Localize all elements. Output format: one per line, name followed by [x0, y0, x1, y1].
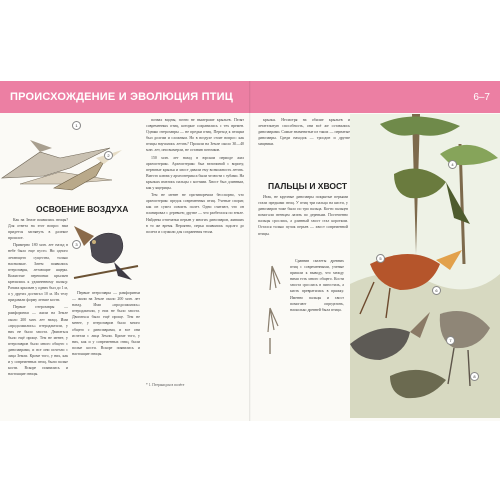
- paragraph: почвах видны, почти не вымершие крыльев. Пелят современных птиц, которые сохранились с тех времен. Однако птерозавры — не предки птиц. Переход к птицам был долгим и сложным. Но в воздухе стоит вопрос: как птицы научились летать? Прошли на Земле около 30—40 млн. лет, они вымерли, не оставив потомков.: [146, 118, 244, 153]
- paragraph: крылья. Несмотря на обилие крыльев и летательную способность, они всё же оставались динозаврами. Самые знаменитые из таких — пернатые динозавры. Среди находок — троодон и другие хищники.: [258, 118, 350, 147]
- paragraph: Как на Земле появились птицы? Для ответа на этот вопрос нам придется заглянуть в далекое прошлое.: [8, 218, 68, 241]
- figure-label-8: 8: [470, 372, 479, 381]
- page-gutter: [249, 81, 251, 421]
- figure-label-5: 5: [376, 254, 385, 263]
- paragraph: 150 млн. лет назад в юрском периоде жил археоптерикс. Археоптерикс был величиной с ворону, пернатые крылья и хвост давали ему возможность летать. Вместо клюва у археоптерикса были челюсти с зубами. На крыльях имелись пальцы с когтями. Хвост был длинным, как у ящерицы.: [146, 155, 244, 191]
- finger-skeleton-diagram: [256, 262, 288, 358]
- section-heading-fingers: ПАЛЬЦЫ И ХВОСТ: [268, 181, 348, 191]
- figure-label-7: 7: [446, 336, 455, 345]
- figure-label-3: 3: [72, 240, 81, 249]
- paragraph: Первые птерозавры — рамфоринхи — жили на Земле около 200 млн. лет назад. Ими «продолжились» птеродактили, у них не было хвоста. Двигаться было ещё проще. Тем не менее, у птерозавров было много общего с динозаврами, и все они исчезли с лица Земли. Кроме того, у них, как и у современных птиц, были полые кости. Вскоре появились и настоящие птицы.: [72, 291, 140, 356]
- text-column-1: [8, 217, 68, 413]
- figure-label-1: 1: [72, 121, 81, 130]
- section-heading-flight: ОСВОЕНИЕ ВОЗДУХА: [36, 204, 129, 214]
- text-column-1b: [72, 290, 140, 412]
- paragraph: Итак, не крупные динозавры покрытые перьями стали предками птиц. У птиц три пальца на кисти, у динозавров тоже было по три пальца. Когти пальцев помогали птенцам лазать по деревьям. Постепенно пальцы срослись, а длинный хвост стал коротким. Остался только пучок перьев — хвост современной птицы.: [258, 195, 348, 236]
- figure-label-6: 6: [432, 286, 441, 295]
- paragraph: Сравнив скелеты древних птиц с современными, ученые пришли к выводу, что между ними есть много общего. Кости хвоста срослись в пигостиль, а кисть превратилась в пряжку. Именно пальцы и хвост помогают определить, насколько древней была птица.: [290, 259, 344, 312]
- text-column-3: [258, 117, 350, 177]
- paragraph: Первые птерозавры — рамфоринхи — жили на Земле около 200 млн. лет назад. Ими «продолжились» птеродактили, у них не было хвоста. Двигаться было ещё проще. Тем не менее, у птерозавров было много общего с динозаврами, и все они исчезли с лица Земли. Кроме того, у них, как и у современных птиц, были полые кости. Вскоре появились и настоящие птицы.: [8, 305, 68, 377]
- footnote: * 1. Птеранодон в полёте: [146, 383, 185, 387]
- chapter-title: ПРОИСХОЖДЕНИЕ И ЭВОЛЮЦИЯ ПТИЦ: [10, 91, 233, 103]
- archaeopteryx-illustration: [70, 206, 142, 286]
- figure-label-4: 4: [448, 160, 457, 169]
- paragraph: Тем не менее не противоречим бесспорно, что археоптерикс предок современных птиц. Ученые спорят, как он сумел освоить полет. Одни считают, что он планировал с деревьев; другие — что разбегался по земле. Найдены отпечатки перьев у многих динозавров, живших в то же время. Вероятно, перья появились задолго до полета и служили для сохранения тепла.: [146, 193, 244, 234]
- text-column-2: [146, 117, 244, 379]
- text-column-3b: [258, 194, 348, 256]
- figure-label-2: 2: [104, 151, 113, 160]
- paragraph: Примерно 180 млн. лет назад в небе было еще пусто. Ни одного летающего существа, только насекомые. Затем появились птерозавры, летающие ящеры. Кожистые перепонки крыльев крепились к удлиненному пальцу. Размах крыльев у одних был до 1 м, а у других достигал 10 м. Их телу придавали форму легкие кости.: [8, 243, 68, 303]
- page-numbers: 6–7: [473, 92, 490, 103]
- text-column-3c: [290, 258, 344, 414]
